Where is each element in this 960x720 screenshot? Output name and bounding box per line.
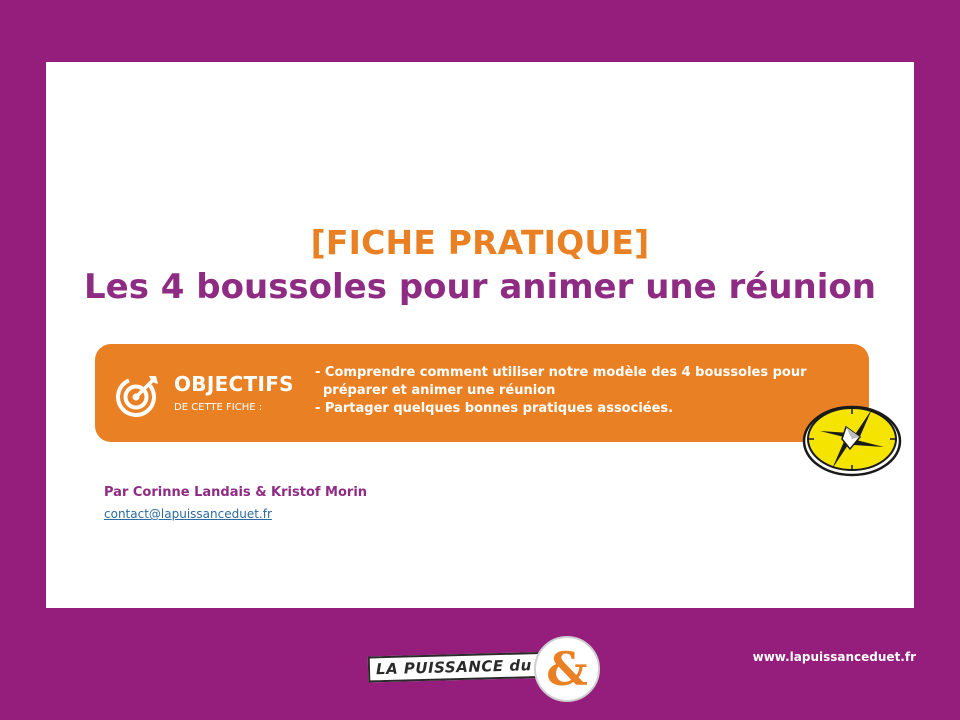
logo-text: LA PUISSANCE du (375, 656, 532, 679)
compass-icon (798, 399, 906, 479)
slide-card (46, 62, 914, 608)
objectives-heading: OBJECTIFS (174, 372, 294, 396)
title-block (46, 222, 914, 310)
objectives-list (315, 364, 855, 418)
objective-item: préparer et animer une réunion (323, 383, 556, 398)
objectives-banner (95, 344, 869, 442)
brand-logo (368, 636, 604, 702)
page-kicker: [FICHE PRATIQUE] (310, 223, 650, 262)
logo-text-box (368, 652, 559, 683)
ampersand-icon: & (546, 642, 588, 696)
objective-item: - Comprendre comment utiliser notre modèle des 4 boussoles pour (315, 365, 807, 380)
logo-ampersand-badge (534, 636, 600, 702)
page-title: Les 4 boussoles pour animer une réunion (84, 267, 876, 307)
objectives-subheading: DE CETTE FICHE : (174, 402, 263, 413)
footer-website-url: www.lapuissanceduet.fr (752, 650, 916, 664)
contact-email-link[interactable]: contact@lapuissanceduet.fr (104, 507, 272, 521)
author-byline: Par Corinne Landais & Kristof Morin (104, 485, 368, 500)
target-icon (115, 372, 161, 418)
objective-item: - Partager quelques bonnes pratiques associées. (315, 401, 674, 416)
